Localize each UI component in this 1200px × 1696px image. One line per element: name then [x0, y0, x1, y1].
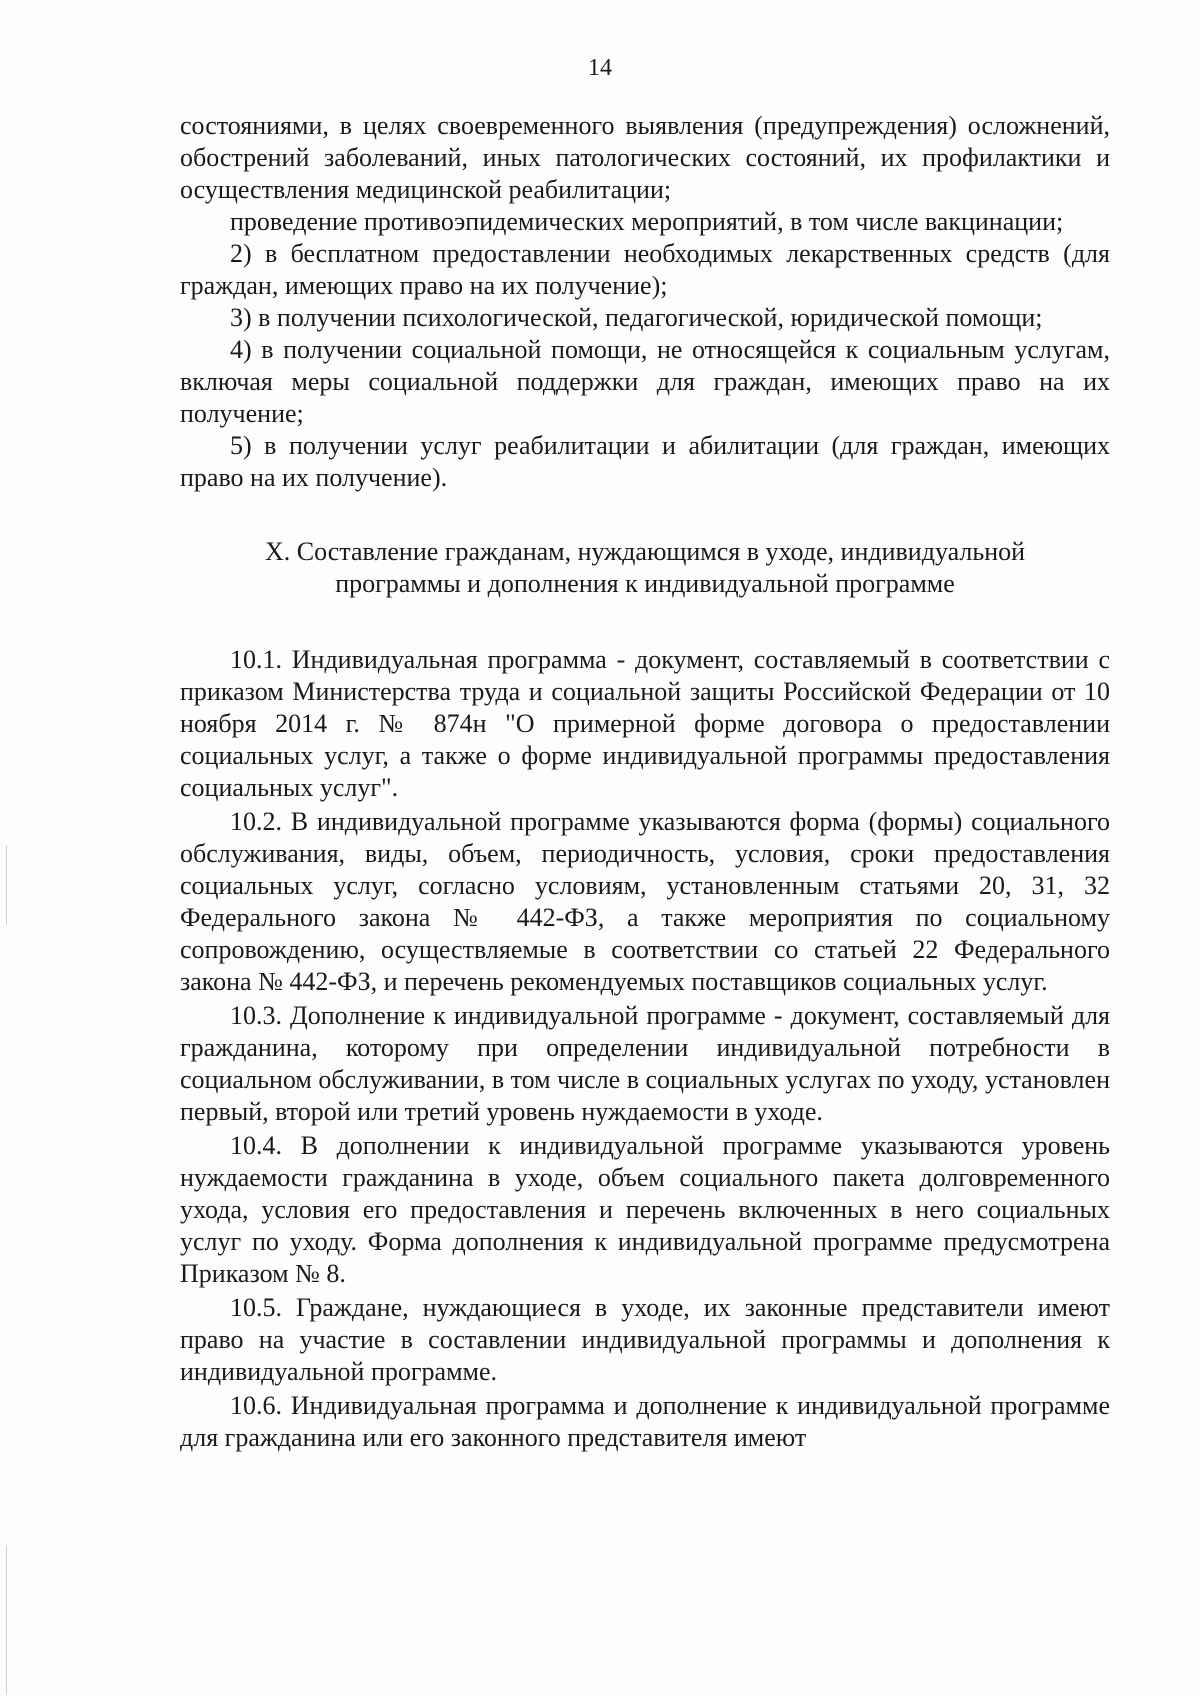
scan-margin-mark — [6, 845, 7, 925]
clause-10-4: 10.4. В дополнении к индивидуальной программе указываются уровень нуждаемости гражданина в уходе, объем социального пакета долговременного ухода, условия его предоставления и перечень включенных в него социальных услуг по уходу. Форма дополнения к индивидуальной программе предусмотрена Приказом № 8. — [180, 1131, 1110, 1288]
clause-10-6: 10.6. Индивидуальная программа и дополнение к индивидуальной программе для гражданина или его законного представителя имеют — [180, 1391, 1110, 1452]
paragraph-continuation: состояниями, в целях своевременного выявления (предупреждения) осложнений, обострений заболеваний, иных патологических состояний, их профилактики и осуществления медицинской реабилитации; — [180, 111, 1110, 204]
scan-margin-mark — [6, 1545, 7, 1695]
list-item-4: 4) в получении социальной помощи, не относящейся к социальным услугам, включая меры социальной поддержки для граждан, имеющих право на их получение; — [180, 335, 1110, 428]
clause-10-2: 10.2. В индивидуальной программе указываются форма (формы) социального обслуживания, виды, объем, периодичность, условия, сроки предоставления социальных услуг, согласно условиям, установленным статьями 20, 31, 32 Федерального закона № 442-ФЗ, а также мероприятия по социальному сопровождению, осуществляемые в соответствии со статьей 22 Федерального закона № 442-ФЗ, и перечень рекомендуемых поставщиков социальных услуг. — [180, 807, 1110, 996]
section-heading — [180, 536, 1110, 600]
list-item-3: 3) в получении психологической, педагогической, юридической помощи; — [230, 303, 1043, 332]
clause-10-1: 10.1. Индивидуальная программа - документ, составляемый в соответствии с приказом Министерства труда и социальной защиты Российской Федерации от 10 ноября 2014 г. № 874н "О примерной форме договора о предоставлении социальных услуг, а также о форме индивидуальной программы предоставления социальных услуг". — [180, 645, 1110, 802]
list-item-2: 2) в бесплатном предоставлении необходимых лекарственных средств (для граждан, имеющих право на их получение); — [180, 239, 1110, 300]
paragraph-anti-epidemic: проведение противоэпидемических мероприятий, в том числе вакцинации; — [230, 207, 1064, 236]
clause-10-5: 10.5. Граждане, нуждающиеся в уходе, их законные представители имеют право на участие в составлении индивидуальной программы и дополнения к индивидуальной программе. — [180, 1293, 1110, 1386]
section-heading-line-2: программы и дополнения к индивидуальной программе — [335, 569, 955, 598]
section-heading-line-1: X. Составление гражданам, нуждающимся в уходе, индивидуальной — [264, 537, 1026, 566]
clause-10-3: 10.3. Дополнение к индивидуальной программе - документ, составляемый для гражданина, которому при определении индивидуальной потребности в социальном обслуживании, в том числе в социальных услугах по уходу, установлен первый, второй или третий уровень нуждаемости в уходе. — [180, 1001, 1110, 1126]
document-body — [180, 110, 1110, 1454]
list-item-5: 5) в получении услуг реабилитации и абилитации (для граждан, имеющих право на их получение). — [180, 431, 1110, 492]
page-number: 14 — [588, 55, 612, 81]
